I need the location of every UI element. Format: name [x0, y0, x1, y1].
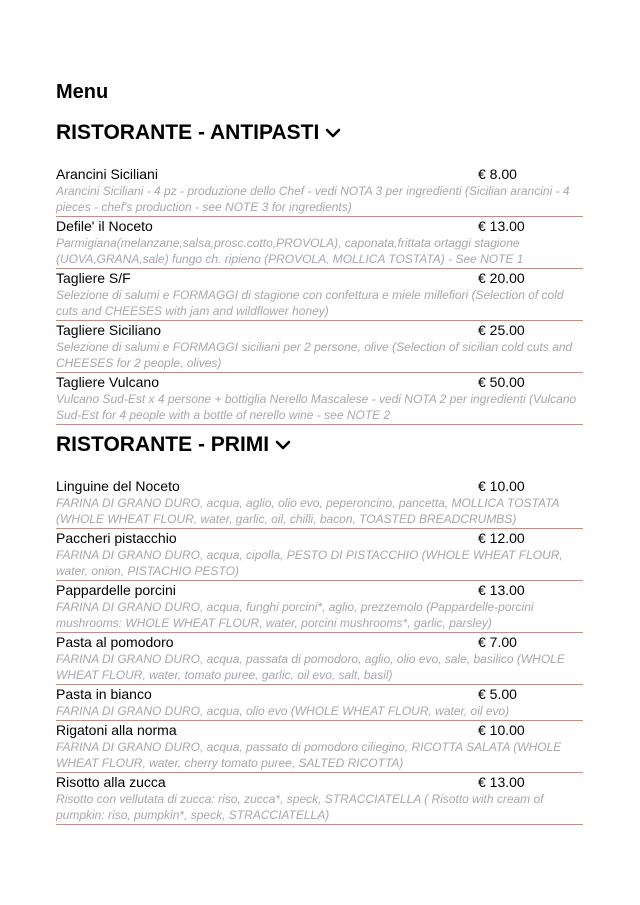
item-price: € 25.00 — [478, 322, 525, 338]
item-description: Arancini Siciliani - 4 pz - produzione dello Chef - vedi NOTA 3 per ingredienti (Sicilian arancini - 4 pieces - chef's production - see NOTE 3 for ingredients) — [56, 184, 570, 214]
item-price: € 7.00 — [478, 634, 517, 650]
menu-item[interactable] — [56, 773, 583, 825]
chevron-down-icon — [325, 125, 341, 141]
section-header-antipasti[interactable] — [56, 119, 583, 147]
item-list — [56, 165, 583, 425]
item-name: Paccheri pistacchio — [56, 530, 177, 546]
menu-item[interactable] — [56, 269, 583, 321]
item-name: Linguine del Noceto — [56, 478, 180, 494]
item-description: FARINA DI GRANO DURO, acqua, passata di pomodoro, aglio, olio evo, sale, basilico (WHOLE WHEAT FLOUR, water, tomato puree, garlic, oil evo, salt, basil) — [56, 652, 565, 682]
item-price: € 8.00 — [478, 166, 517, 182]
item-description: FARINA DI GRANO DURO, acqua, passato di pomodoro ciliegino, RICOTTA SALATA (WHOLE WHEAT FLOUR, water, cherry tomato puree, SALTED RICOTTA) — [56, 740, 562, 770]
menu-item[interactable] — [56, 373, 583, 425]
section-header-primi[interactable] — [56, 431, 583, 459]
menu-item[interactable] — [56, 217, 583, 269]
item-description: FARINA DI GRANO DURO, acqua, funghi porcini*, aglio, prezzemolo (Pappardelle-porcini mushrooms: WHOLE WHEAT FLOUR, water, porcini mushrooms*, garlic, parsley) — [56, 600, 534, 630]
menu-item[interactable] — [56, 529, 583, 581]
item-price: € 13.00 — [478, 582, 525, 598]
item-description: Risotto con vellutata di zucca: riso, zucca*, speck, STRACCIATELLA ( Risotto with cream of pumpkin: riso, pumpkin*, speck, STRACCIATELLA) — [56, 792, 544, 822]
item-price: € 13.00 — [478, 774, 525, 790]
item-price: € 12.00 — [478, 530, 525, 546]
section-title: RISTORANTE - ANTIPASTI — [56, 121, 320, 144]
item-name: Pappardelle porcini — [56, 582, 176, 598]
item-price: € 5.00 — [478, 686, 517, 702]
item-price: € 10.00 — [478, 722, 525, 738]
item-name: Arancini Siciliani — [56, 166, 158, 182]
item-price: € 50.00 — [478, 374, 525, 390]
item-description: Parmigiana(melanzane,salsa,prosc.cotto,PROVOLA), caponata,frittata ortaggi stagione (UOVA,GRANA,sale) fungo ch. ripieno (PROVOLA, MOLLICA TOSTATA) - See NOTE 1 — [56, 236, 524, 266]
item-description: Vulcano Sud-Est x 4 persone + bottiglia Nerello Mascalese - vedi NOTA 2 per ingredienti (Vulcano Sud-Est for 4 people with a bottle of nerello wine - see NOTE 2 — [56, 392, 577, 422]
menu-item[interactable] — [56, 581, 583, 633]
item-description: Selezione di salumi e FORMAGGI siciliani per 2 persone, olive (Selection of sicilian cold cuts and CHEESES for 2 people, olives) — [56, 340, 573, 370]
item-list — [56, 477, 583, 825]
menu-item[interactable] — [56, 633, 583, 685]
item-price: € 20.00 — [478, 270, 525, 286]
item-description: Selezione di salumi e FORMAGGI di stagione con confettura e miele millefiori (Selection of cold cuts and CHEESES with jam and wildflower honey) — [56, 288, 564, 318]
menu-item[interactable] — [56, 685, 583, 721]
item-name: Tagliere Vulcano — [56, 374, 159, 390]
item-name: Pasta in bianco — [56, 686, 152, 702]
section-antipasti — [56, 119, 583, 425]
menu-item[interactable] — [56, 321, 583, 373]
section-primi — [56, 431, 583, 825]
item-name: Pasta al pomodoro — [56, 634, 174, 650]
menu-item[interactable] — [56, 721, 583, 773]
item-name: Rigatoni alla norma — [56, 722, 177, 738]
item-price: € 10.00 — [478, 478, 525, 494]
item-name: Tagliere Siciliano — [56, 322, 162, 338]
section-title: RISTORANTE - PRIMI — [56, 433, 270, 456]
item-description: FARINA DI GRANO DURO, acqua, cipolla, PESTO DI PISTACCHIO (WHOLE WHEAT FLOUR, water, onion, PISTACHIO PESTO) — [56, 548, 563, 578]
item-description: FARINA DI GRANO DURO, acqua, olio evo (WHOLE WHEAT FLOUR, water, oil evo) — [56, 704, 510, 718]
page-title: Menu — [56, 81, 109, 103]
item-description: FARINA DI GRANO DURO, acqua, aglio, olio evo, peperoncino, pancetta, MOLLICA TOSTATA (WHOLE WHEAT FLOUR, water, garlic, oil, chilli, bacon, TOASTED BREADCRUMBS) — [56, 496, 560, 526]
menu-item[interactable] — [56, 477, 583, 529]
item-price: € 13.00 — [478, 218, 525, 234]
item-name: Defile' il Noceto — [56, 218, 153, 234]
menu-item[interactable] — [56, 165, 583, 217]
item-name: Risotto alla zucca — [56, 774, 166, 790]
chevron-down-icon — [275, 437, 291, 453]
item-name: Tagliere S/F — [56, 270, 131, 286]
